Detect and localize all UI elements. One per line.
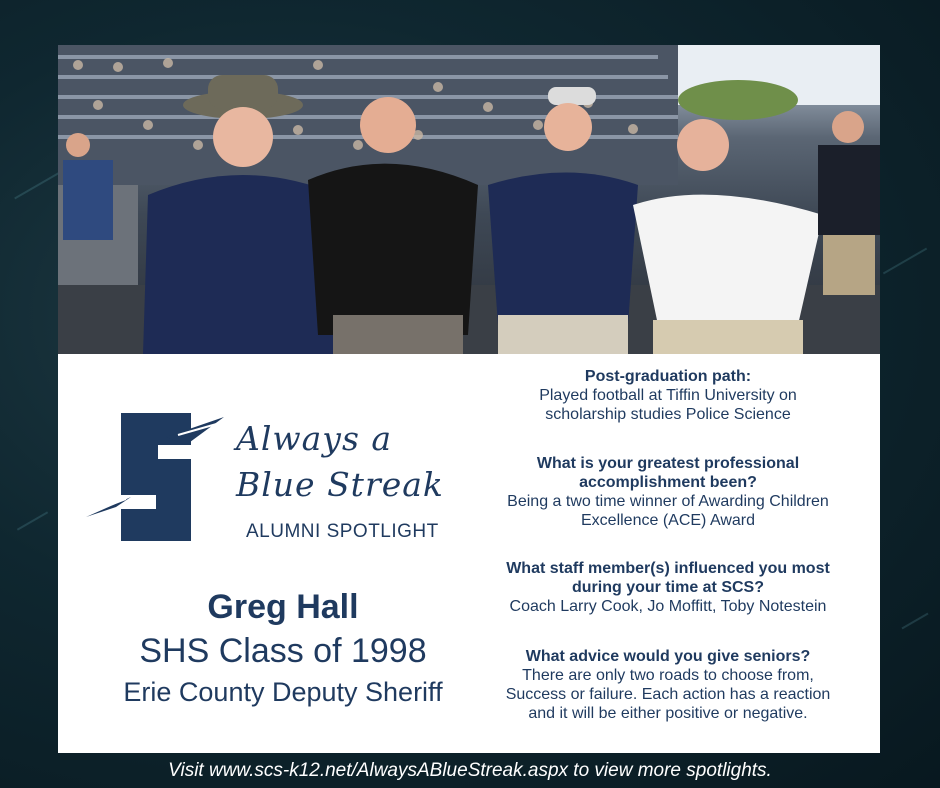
photo-illustration: [58, 45, 880, 354]
qa-answer: There are only two roads to choose from, Success or failure. Each action has a reaction and it will be either positive or negative.: [505, 667, 831, 722]
qa-item: [503, 454, 833, 530]
streak-s-icon: [86, 407, 226, 547]
background-streak: [902, 613, 929, 630]
qa-answer: Played football at Tiffin University on scholarship studies Police Science: [539, 387, 797, 423]
qa-item: [503, 367, 833, 424]
qa-question: Post-graduation path:: [584, 368, 752, 385]
background-streak: [883, 248, 927, 275]
alumnus-occupation: Erie County Deputy Sheriff: [123, 677, 443, 707]
qa-answer: Being a two time winner of Awarding Children Excellence (ACE) Award: [507, 493, 829, 529]
logo-line-2: Blue Streak: [236, 465, 444, 504]
background-streak: [17, 511, 48, 530]
logo-subtitle: ALUMNI SPOTLIGHT: [246, 521, 439, 542]
qa-item: [503, 647, 833, 723]
qa-question: What staff member(s) influenced you most during your time at SCS?: [506, 560, 830, 596]
alumnus-info: [58, 585, 508, 711]
qa-question: What is your greatest professional accomplishment been?: [536, 455, 800, 491]
alumnus-class: SHS Class of 1998: [139, 632, 427, 670]
qa-item: [503, 559, 833, 616]
qa-answer: Coach Larry Cook, Jo Moffitt, Toby Notestein: [509, 598, 827, 615]
logo-line-1: Always a: [236, 419, 393, 458]
alumnus-name: Greg Hall: [207, 588, 359, 626]
footer-link-text: Visit www.scs-k12.net/AlwaysABlueStreak.aspx to view more spotlights.: [168, 760, 772, 781]
spotlight-card: [58, 45, 880, 753]
qa-question: What advice would you give seniors?: [525, 648, 811, 665]
group-photo: [58, 45, 880, 354]
blue-streak-logo: [86, 407, 486, 547]
